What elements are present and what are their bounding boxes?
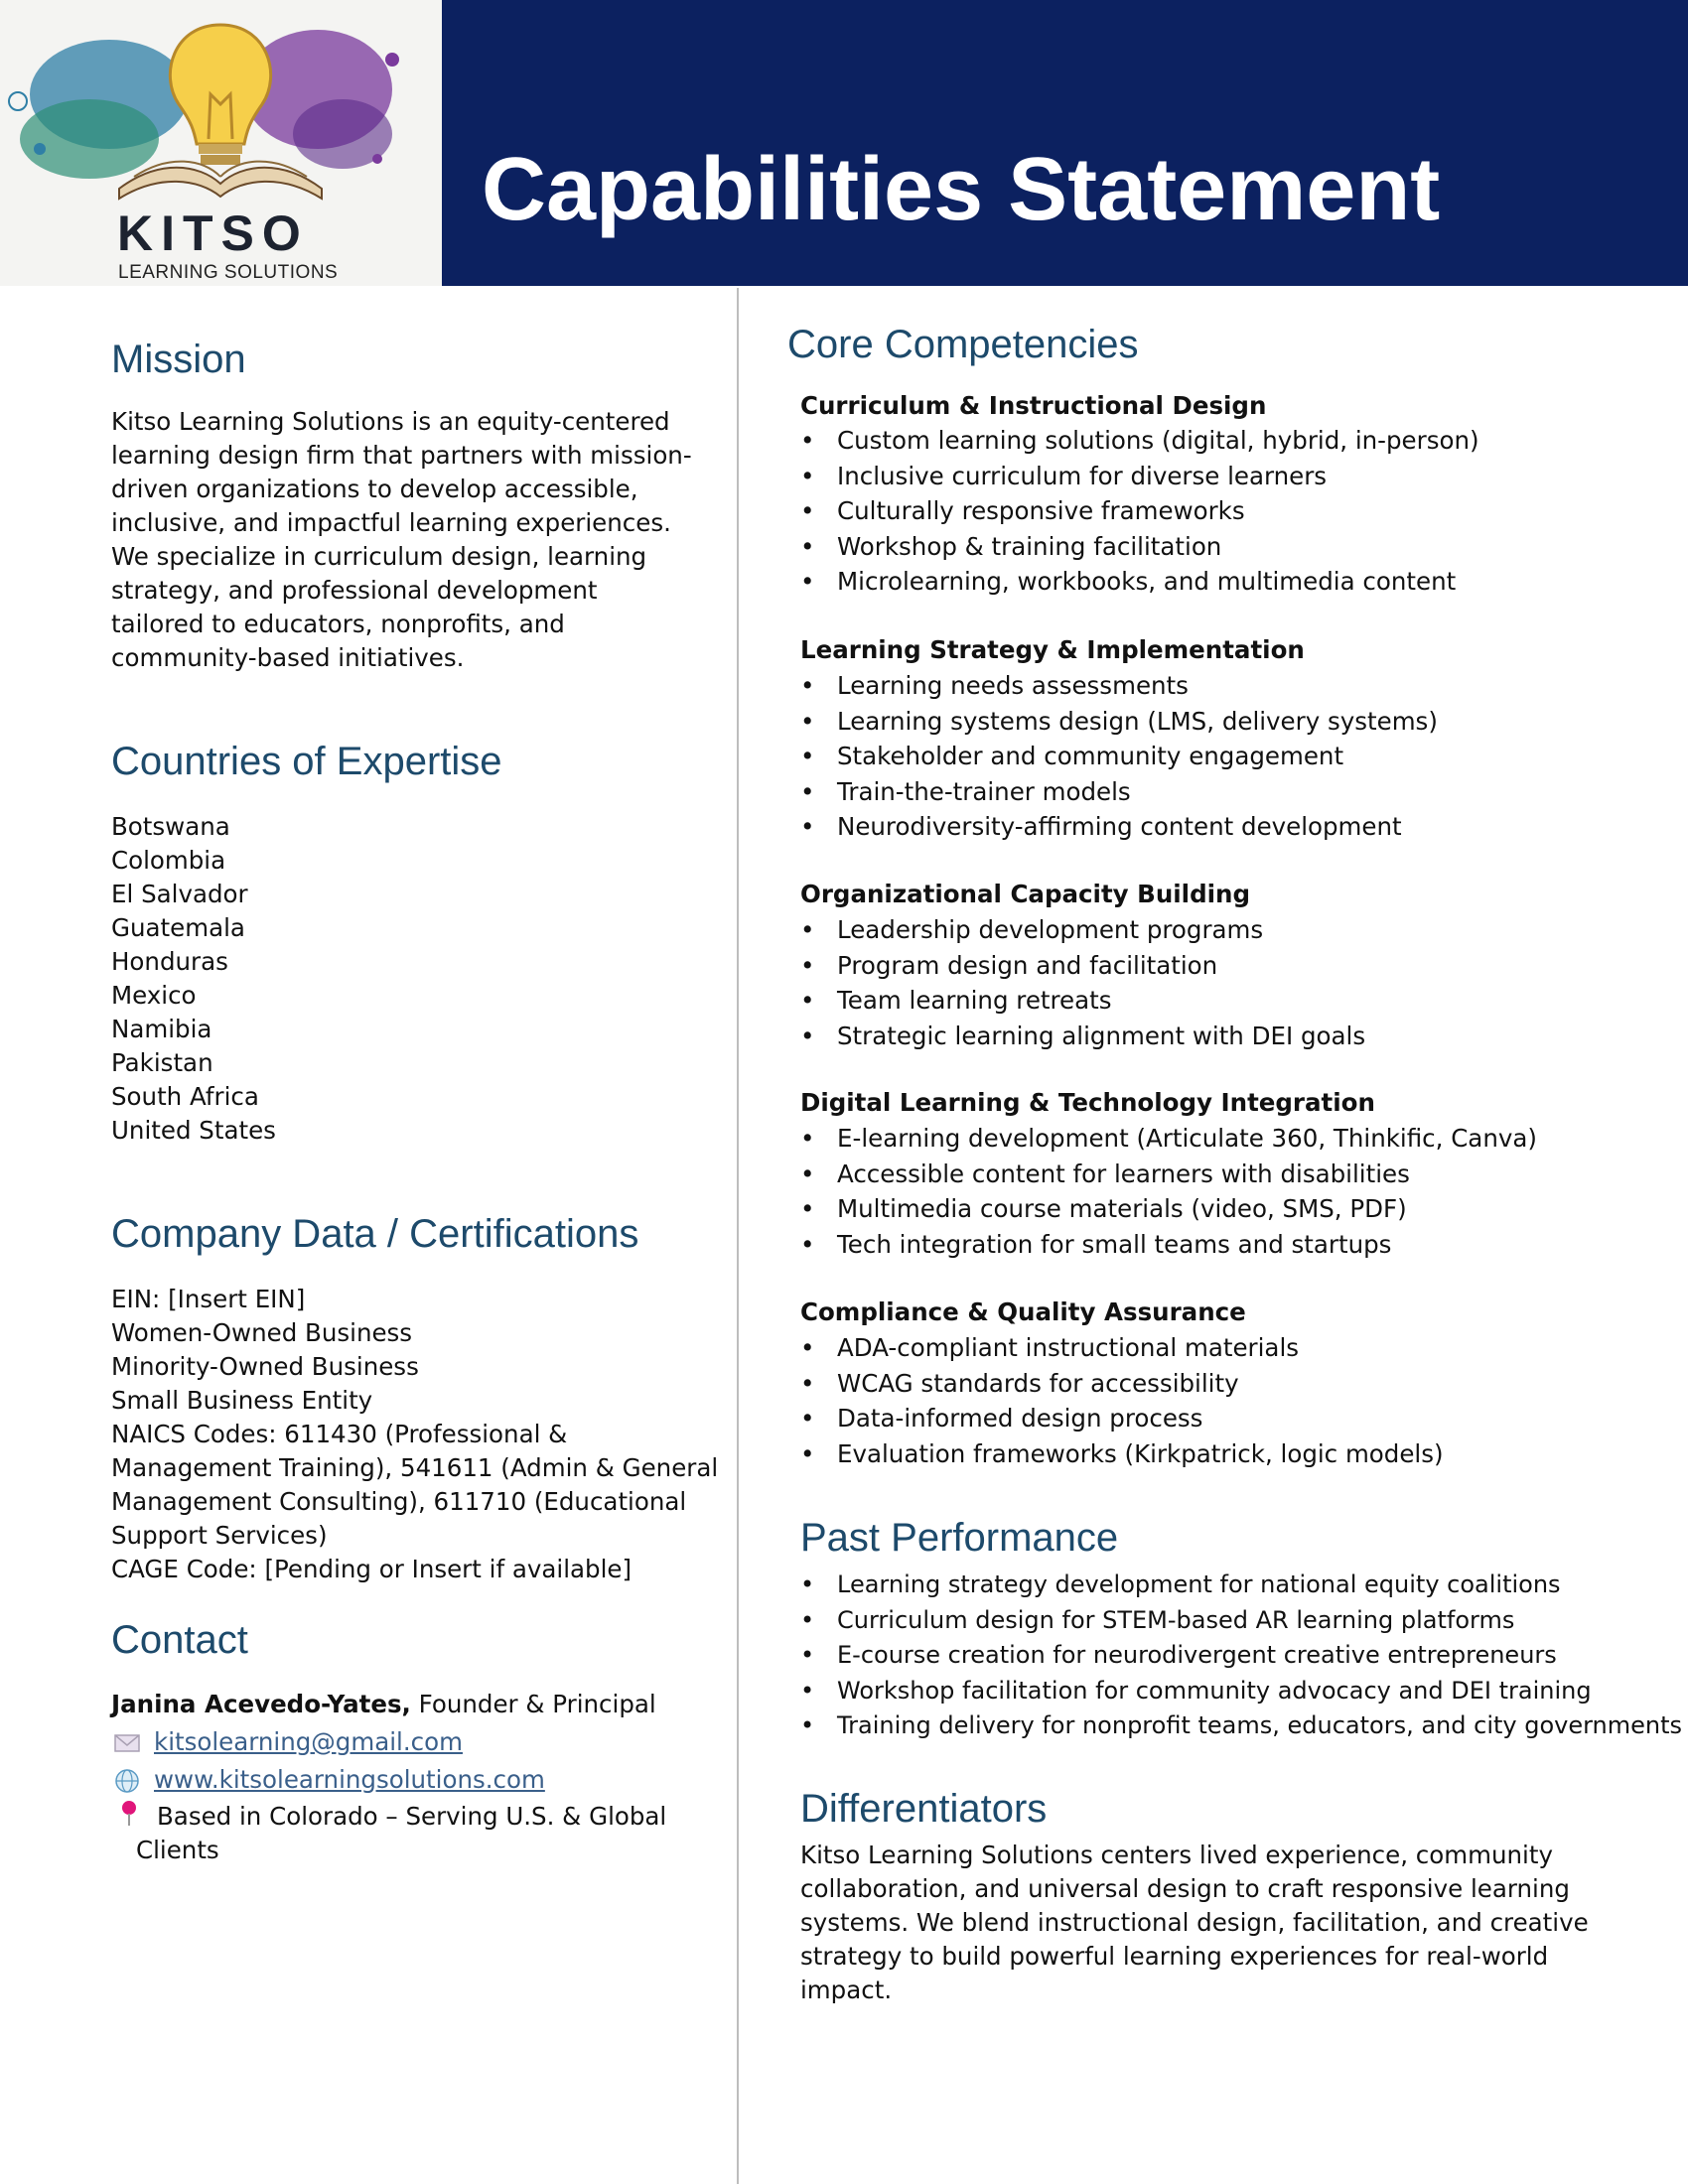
- list-item: • Data-informed design process: [800, 1401, 1444, 1436]
- differentiators-text: Kitso Learning Solutions centers lived experience, community collaboration, and universal design to craft responsive learning systems. We blend instructional design, facilitation, and creative strategy to build powerful learning experiences for real-world impact.: [800, 1841, 1589, 2004]
- list-item: • Multimedia course materials (video, SMS, PDF): [800, 1191, 1537, 1227]
- list-item: • Culturally responsive frameworks: [800, 493, 1479, 529]
- list-item: South Africa: [111, 1082, 259, 1111]
- core-group-list: [800, 423, 1479, 600]
- list-item: • Workshop & training facilitation: [800, 529, 1479, 565]
- globe-icon: [113, 1767, 141, 1795]
- website-link[interactable]: www.kitsolearningsolutions.com: [154, 1765, 545, 1794]
- list-item: Small Business Entity: [111, 1386, 373, 1415]
- envelope-icon: [113, 1729, 141, 1757]
- mission-heading: Mission: [111, 338, 246, 381]
- list-item: • Program design and facilitation: [800, 948, 1365, 984]
- list-item: • Stakeholder and community engagement: [800, 739, 1438, 774]
- logo-name: KITSO: [117, 205, 309, 261]
- countries-list: [111, 810, 276, 1148]
- list-item: Women-Owned Business: [111, 1318, 413, 1347]
- list-item: EIN: [Insert EIN]: [111, 1285, 306, 1313]
- list-item: • Leadership development programs: [800, 912, 1365, 948]
- list-item: • Workshop facilitation for community advocacy and DEI training: [800, 1674, 1682, 1709]
- list-item: • ADA-compliant instructional materials: [800, 1330, 1444, 1366]
- list-item: • Neurodiversity-affirming content development: [800, 809, 1438, 845]
- core-group-list: [800, 1121, 1537, 1262]
- list-item: • Accessible content for learners with disabilities: [800, 1157, 1537, 1192]
- column-divider: [737, 288, 739, 2184]
- list-item: • WCAG standards for accessibility: [800, 1366, 1444, 1402]
- list-item: NAICS Codes: 611430 (Professional & Management Training), 541611 (Admin & General Management Consulting), 611710 (Educational Support Services): [111, 1420, 719, 1550]
- company-heading: Company Data / Certifications: [111, 1212, 639, 1256]
- past-performance-heading: Past Performance: [800, 1516, 1119, 1560]
- core-group-title: Curriculum & Instructional Design: [800, 391, 1267, 420]
- list-item: • Microlearning, workbooks, and multimedia content: [800, 564, 1479, 600]
- list-item: • Learning systems design (LMS, delivery systems): [800, 704, 1438, 740]
- list-item: • Inclusive curriculum for diverse learners: [800, 459, 1479, 494]
- list-item: • Training delivery for nonprofit teams, educators, and city governments: [800, 1708, 1682, 1744]
- contact-person: [111, 1688, 656, 1721]
- list-item: • Curriculum design for STEM-based AR learning platforms: [800, 1603, 1682, 1639]
- core-group-list: [800, 668, 1438, 845]
- mission-text: Kitso Learning Solutions is an equity-centered learning design firm that partners with mission-driven organizations to develop accessible, inclusive, and impactful learning experiences. We specialize in curriculum design, learning strategy, and professional development tailored to educators, nonprofits, and community-based initiatives.: [111, 407, 692, 672]
- list-item: CAGE Code: [Pending or Insert if available]: [111, 1555, 633, 1583]
- differentiators-heading: Differentiators: [800, 1787, 1048, 1831]
- contact-name: Janina Acevedo-Yates,: [111, 1690, 411, 1718]
- core-group-title: Compliance & Quality Assurance: [800, 1297, 1246, 1326]
- list-item: Honduras: [111, 947, 228, 976]
- list-item: • Custom learning solutions (digital, hybrid, in-person): [800, 423, 1479, 459]
- list-item: • E-course creation for neurodivergent creative entrepreneurs: [800, 1638, 1682, 1674]
- email-link[interactable]: kitsolearning@gmail.com: [154, 1727, 463, 1756]
- list-item: Mexico: [111, 981, 197, 1010]
- page-title: Capabilities Statement: [482, 140, 1441, 239]
- core-group-title: Learning Strategy & Implementation: [800, 635, 1305, 664]
- contact-role: Founder & Principal: [410, 1690, 656, 1718]
- list-item: • Train-the-trainer models: [800, 774, 1438, 810]
- core-group-list: [800, 1330, 1444, 1471]
- company-list: [111, 1283, 732, 1586]
- list-item: • Tech integration for small teams and startups: [800, 1227, 1537, 1263]
- logo-subtitle: LEARNING SOLUTIONS: [118, 262, 339, 283]
- list-item: Botswana: [111, 812, 230, 841]
- list-item: United States: [111, 1116, 276, 1145]
- list-item: • E-learning development (Articulate 360, Thinkific, Canva): [800, 1121, 1537, 1157]
- list-item: Guatemala: [111, 913, 245, 942]
- core-group-title: Digital Learning & Technology Integration: [800, 1088, 1375, 1117]
- list-item: • Learning strategy development for national equity coalitions: [800, 1568, 1682, 1603]
- list-item: Namibia: [111, 1015, 212, 1043]
- list-item: El Salvador: [111, 880, 248, 908]
- core-group-list: [800, 912, 1365, 1053]
- logo: [0, 0, 442, 286]
- core-group-title: Organizational Capacity Building: [800, 880, 1250, 908]
- countries-heading: Countries of Expertise: [111, 740, 502, 783]
- list-item: Pakistan: [111, 1048, 213, 1077]
- contact-heading: Contact: [111, 1618, 248, 1662]
- list-item: Colombia: [111, 846, 226, 875]
- list-item: Minority-Owned Business: [111, 1352, 419, 1381]
- list-item: • Strategic learning alignment with DEI goals: [800, 1019, 1365, 1054]
- past-performance-list: [800, 1568, 1682, 1744]
- core-heading: Core Competencies: [787, 323, 1139, 366]
- location-text: Based in Colorado – Serving U.S. & Global Clients: [136, 1802, 667, 1864]
- list-item: • Evaluation frameworks (Kirkpatrick, logic models): [800, 1436, 1444, 1472]
- list-item: • Team learning retreats: [800, 983, 1365, 1019]
- list-item: • Learning needs assessments: [800, 668, 1438, 704]
